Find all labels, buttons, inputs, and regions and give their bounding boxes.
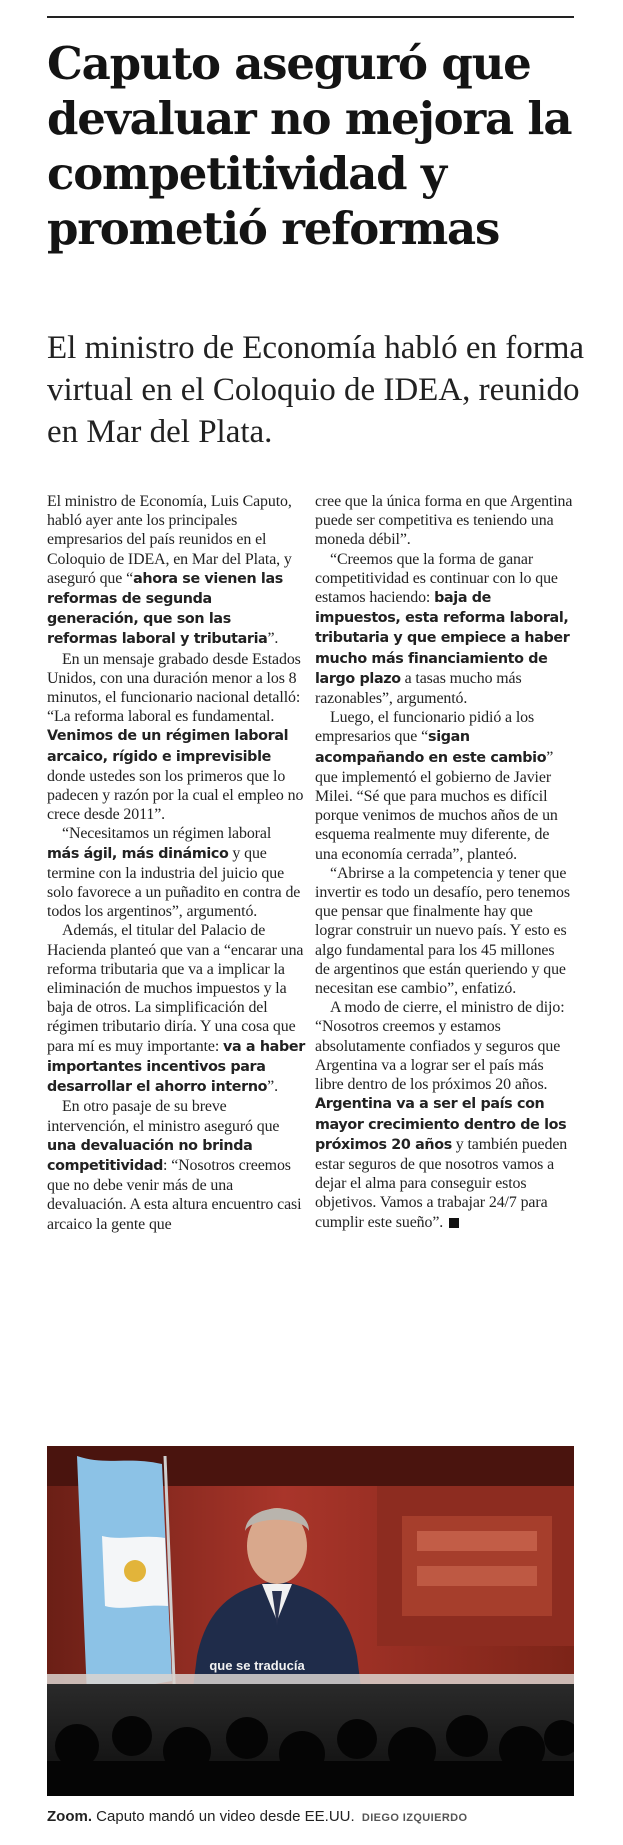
text-run: ”. [267,630,279,648]
body-paragraph [315,492,573,550]
bold-highlight: ahora se vienen las reformas de segunda generación, que son las reformas laboral y tributaria [47,570,283,648]
body-paragraph [315,550,573,709]
body-paragraph [47,1097,305,1233]
photo-caption [47,1808,574,1825]
bold-highlight: baja de impuestos, esta reforma laboral, tributaria y que empiece a haber mucho más financiamiento de largo plazo [315,590,570,687]
top-rule [47,16,574,18]
body-paragraph [47,921,305,1097]
headline: Caputo aseguró que devaluar no mejora la competitividad y prometió reformas [47,37,572,255]
text-run: cree que la única forma en que Argentina puede ser competitiva es teniendo una moneda débil”. [315,493,573,549]
deck: El ministro de Economía habló en forma virtual en el Coloquio de IDEA, reunido en Mar del Plata. [47,330,585,450]
argentine-flag [77,1456,175,1706]
text-run: A modo de cierre, el ministro de dijo: “Nosotros creemos y estamos absolutamente confiados y seguros que Argentina va a lograr ser el país más libre dentro de los próximos 20 años. [315,999,565,1094]
body-paragraph [315,998,573,1231]
text-run: Luego, el funcionario pidió a los empresarios que “ [315,709,535,746]
text-run: “Creemos que la forma de ganar competitividad es continuar con lo que estamos haciendo: [315,550,558,607]
body-paragraph [315,864,573,998]
text-run: El ministro de Economía, Luis Caputo, habló ayer ante los principales empresarios del país reunidos en el Coloquio de IDEA, en Mar del Plata, y aseguró que “ [47,493,292,587]
bold-highlight: sigan acompañando en este cambio [315,729,547,766]
photo-credit: DIEGO IZQUIERDO [361,1812,468,1824]
bold-highlight: Venimos de un régimen laboral arcaico, rígido e imprevisible [47,728,289,765]
news-photo [47,1446,574,1796]
text-run: En otro pasaje de su breve intervención, el ministro aseguró que [47,1098,280,1135]
body-paragraph [315,708,573,864]
text-run: donde ustedes son los primeros que lo padecen y razón por la cual el empleo no crece desde 2011”. [47,767,304,824]
text-run: : “Nosotros creemos que no debe venir más de una devaluación. A esta altura encuentro casi arcaico la gente que [47,1156,302,1233]
body-column-left [47,492,305,1234]
bold-highlight: una devaluación no brinda competitividad [47,1137,253,1174]
text-run: En un mensaje grabado desde Estados Unidos, con una duración menor a los 8 minutos, el funcionario nacional detalló: “La reforma laboral es fundamental. [47,650,301,726]
text-run: “Abrirse a la competencia y tener que invertir es todo un desafío, pero tenemos que pensar que finalmente hay que lograr construir un nuevo país. Y esto es algo fundamental para los 45 millones de argentinos que están queriendo y que necesitan ese cambio”, enfatizó. [315,864,570,998]
photo-subtitle: que se traducía [209,1658,305,1673]
body-paragraph [47,650,305,825]
caption-lead: Zoom. [47,1808,92,1825]
text-run: ” que implementó el gobierno de Javier Milei. “Sé que para muchos es difícil porque venimos de muchos años de un esquema realmente muy diferente, de una economía cerrada”, planteó. [315,748,558,863]
body-paragraph [47,824,305,921]
text-run: Además, el titular del Palacio de Hacienda planteó que van a “encarar una reforma tributaria que va a implicar la eliminación de muchos impuestos y la baja de otros. La simplificación del régimen tributario diría. Y una cosa que para mí es muy importante: [47,922,304,1055]
bold-highlight: Argentina va a ser el país con mayor crecimiento dentro de los próximos 20 años [315,1096,567,1153]
body-column-right [315,492,573,1232]
bold-highlight: más ágil, más dinámico [47,845,229,862]
text-run: y también pueden estar seguros de que nosotros vamos a dejar el alma para conseguir estos objetivos. Vamos a trabajar 24/7 para cumplir este sueño”. [315,1135,568,1231]
text-run: ”. [267,1078,278,1096]
caption-text: Caputo mandó un video desde EE.UU. [96,1808,355,1825]
end-of-article-mark [449,1218,459,1228]
text-run: a tasas mucho más razonables”, argumentó. [315,669,522,708]
text-run: y que termine con la industria del juicio que solo favorece a un puñadito en contra de todos los argentinos”, argumentó. [47,844,301,921]
bold-highlight: va a haber importantes incentivos para desarrollar el ahorro interno [47,1038,305,1096]
photo-illustration [47,1446,574,1796]
text-run: “Necesitamos un régimen laboral [62,825,272,843]
body-paragraph [47,492,305,650]
